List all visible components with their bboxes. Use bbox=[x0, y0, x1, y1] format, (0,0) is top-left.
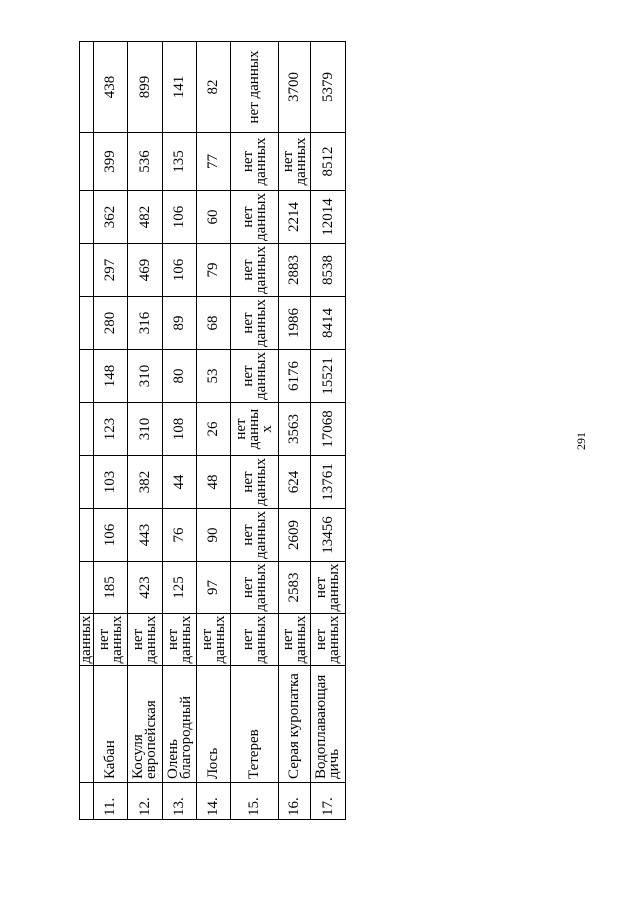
table-cell: 15521 bbox=[311, 350, 346, 403]
row-number: 13. bbox=[163, 783, 197, 820]
table-cell: 2609 bbox=[279, 509, 311, 562]
page-number: 291 bbox=[574, 432, 588, 450]
table-cell: нет данных bbox=[231, 297, 279, 350]
rotated-table-container bbox=[79, 42, 344, 820]
table-cell: 2214 bbox=[279, 191, 311, 244]
table-cell: 108 bbox=[163, 403, 197, 456]
table-cell: 6176 bbox=[279, 350, 311, 403]
table-cell: нет данных bbox=[231, 509, 279, 562]
table-row bbox=[197, 42, 231, 820]
table-cell: нет данных bbox=[163, 614, 197, 666]
table-cell: нет данных bbox=[231, 614, 279, 666]
row-number: 16. bbox=[279, 783, 311, 820]
table-cell: 106 bbox=[163, 244, 197, 297]
table-cell: 423 bbox=[128, 562, 163, 614]
species-name: Олень благородный bbox=[163, 666, 197, 783]
table-row bbox=[128, 42, 163, 820]
table-row bbox=[311, 42, 346, 820]
table-cell: 443 bbox=[128, 509, 163, 562]
species-name: Лось bbox=[197, 666, 231, 783]
table-cell: 26 bbox=[197, 403, 231, 456]
row-number: 15. bbox=[231, 783, 279, 820]
table-cell bbox=[80, 297, 94, 350]
table-cell: 13761 bbox=[311, 456, 346, 509]
table-cell: нет данных bbox=[231, 350, 279, 403]
table-cell: 48 bbox=[197, 456, 231, 509]
table-cell: 77 bbox=[197, 133, 231, 191]
table-cell bbox=[80, 42, 94, 133]
table-cell: 12014 bbox=[311, 191, 346, 244]
table-cell: 8538 bbox=[311, 244, 346, 297]
table-cell: нет данных bbox=[231, 191, 279, 244]
species-name: Серая куропатка bbox=[279, 666, 311, 783]
table-cell: 89 bbox=[163, 297, 197, 350]
table-cell: 2583 bbox=[279, 562, 311, 614]
table-cell: 399 bbox=[94, 133, 128, 191]
table-cell: нет данных bbox=[231, 244, 279, 297]
table-cell: 79 bbox=[197, 244, 231, 297]
table-cell: нет данных bbox=[128, 614, 163, 666]
table-cell: 68 bbox=[197, 297, 231, 350]
table-cell: нет данных bbox=[311, 614, 346, 666]
row-number: 17. bbox=[311, 783, 346, 820]
table-cell: 362 bbox=[94, 191, 128, 244]
table-cell bbox=[80, 666, 94, 783]
table-cell: 106 bbox=[163, 191, 197, 244]
table-cell: 106 bbox=[94, 509, 128, 562]
table-cell: 60 bbox=[197, 191, 231, 244]
table-cell: 103 bbox=[94, 456, 128, 509]
table-cell: нет данных bbox=[94, 614, 128, 666]
row-number: 14. bbox=[197, 783, 231, 820]
table-cell bbox=[80, 783, 94, 820]
table-row bbox=[94, 42, 128, 820]
table-cell bbox=[80, 133, 94, 191]
table-cell: 438 bbox=[94, 42, 128, 133]
table-row bbox=[163, 42, 197, 820]
species-name: Тетерев bbox=[231, 666, 279, 783]
table-cell: нет данных bbox=[279, 133, 311, 191]
table-cell: 316 bbox=[128, 297, 163, 350]
table-row bbox=[279, 42, 311, 820]
table-cell: 5379 bbox=[311, 42, 346, 133]
table-cell: 1986 bbox=[279, 297, 311, 350]
table-cell bbox=[80, 456, 94, 509]
table-cell: 482 bbox=[128, 191, 163, 244]
table-cell: нет данных bbox=[231, 42, 279, 133]
table-cell: 624 bbox=[279, 456, 311, 509]
table-cell: 44 bbox=[163, 456, 197, 509]
table-cell: нет данных bbox=[231, 133, 279, 191]
table-cell bbox=[80, 350, 94, 403]
table-cell: 310 bbox=[128, 403, 163, 456]
table-cell: 82 bbox=[197, 42, 231, 133]
table-cell: 8414 bbox=[311, 297, 346, 350]
table-cell: 3563 bbox=[279, 403, 311, 456]
row-number: 11. bbox=[94, 783, 128, 820]
species-name: Косуля европейская bbox=[128, 666, 163, 783]
table-cell: 382 bbox=[128, 456, 163, 509]
table-cell: 2883 bbox=[279, 244, 311, 297]
table-cell: 148 bbox=[94, 350, 128, 403]
table-cell: 469 bbox=[128, 244, 163, 297]
table-cell: 80 bbox=[163, 350, 197, 403]
table-cell bbox=[80, 403, 94, 456]
table-cell: 141 bbox=[163, 42, 197, 133]
table-cell: нет данных bbox=[231, 456, 279, 509]
table-cell: 3700 bbox=[279, 42, 311, 133]
table-cell: 17068 bbox=[311, 403, 346, 456]
species-name: Кабан bbox=[94, 666, 128, 783]
table-cell: 536 bbox=[128, 133, 163, 191]
table-cell: 135 bbox=[163, 133, 197, 191]
table-row-continuation bbox=[80, 42, 94, 820]
table-cell: нет данных bbox=[311, 562, 346, 614]
hunting-statistics-table bbox=[79, 41, 346, 820]
table-cell: нет данных bbox=[197, 614, 231, 666]
table-cell bbox=[80, 509, 94, 562]
table-cell: 123 bbox=[94, 403, 128, 456]
table-cell: нет данных bbox=[279, 614, 311, 666]
table-cell bbox=[80, 191, 94, 244]
table-cell: 297 bbox=[94, 244, 128, 297]
table-cell: нет данны х bbox=[231, 403, 279, 456]
table-cell: 90 bbox=[197, 509, 231, 562]
table-cell: 97 bbox=[197, 562, 231, 614]
table-cell bbox=[80, 562, 94, 614]
table-cell: 125 bbox=[163, 562, 197, 614]
table-cell: нет данных bbox=[231, 562, 279, 614]
table-cell: 899 bbox=[128, 42, 163, 133]
table-cell: 310 bbox=[128, 350, 163, 403]
row-number: 12. bbox=[128, 783, 163, 820]
table-cell: 8512 bbox=[311, 133, 346, 191]
table-cell: 76 bbox=[163, 509, 197, 562]
table-cell-header-fragment: данных bbox=[80, 614, 94, 666]
table-cell: 13456 bbox=[311, 509, 346, 562]
table-row bbox=[231, 42, 279, 820]
table-cell: 53 bbox=[197, 350, 231, 403]
species-name: Водоплавающая дичь bbox=[311, 666, 346, 783]
table-cell: 280 bbox=[94, 297, 128, 350]
table-cell: 185 bbox=[94, 562, 128, 614]
table-cell bbox=[80, 244, 94, 297]
